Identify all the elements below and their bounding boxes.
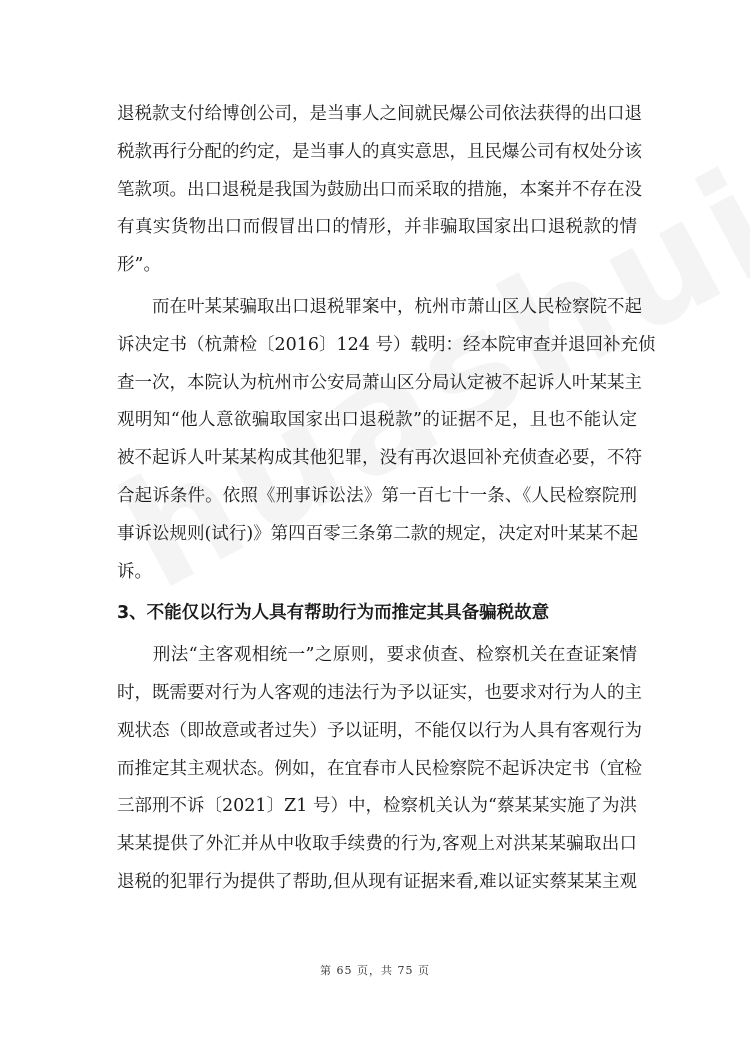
text-line: 退税款支付给博创公司，是当事人之间就民爆公司依法获得的出口退 (117, 104, 642, 124)
text-line: 被不起诉人叶某某构成其他犯罪，没有再次退回补充侦查必要，不符 (117, 448, 642, 469)
paragraph (117, 637, 642, 902)
page-number-footer: 第 65 页，共 75 页 (320, 964, 430, 977)
paragraph (117, 289, 656, 591)
text-line: 三部刑不诉〔2021〕Z1 号）中，检察机关认为“蔡某某实施了为洪 (117, 796, 637, 817)
text-line: 时，既需要对行为人客观的违法行为予以证实，也要求对行为人的主 (117, 682, 642, 703)
section-heading: 3、不能仅以行为人具有帮助行为而推定其具备骗税故意 (117, 603, 550, 624)
text-line: 合起诉条件。依照《刑事诉讼法》第一百七十一条、《人民检察院刑 (117, 485, 637, 506)
text-line: 查一次，本院认为杭州市公安局萧山区分局认定被不起诉人叶某某主 (117, 372, 642, 393)
text-line: 某某提供了外汇并从中收取手续费的行为,客观上对洪某某骗取出口 (117, 834, 637, 855)
paragraph (117, 96, 642, 285)
text-line: 观明知“他人意欲骗取国家出口退税款”的证据不足，且也不能认定 (117, 410, 637, 431)
text-line: 观状态（即故意或者过失）予以证明，不能仅以行为人具有客观行为 (117, 720, 642, 741)
text-line: 诉。 (117, 561, 152, 582)
text-line: 而在叶某某骗取出口退税罪案中，杭州市萧山区人民检察院不起 (117, 296, 642, 317)
text-line: 退税的犯罪行为提供了帮助,但从现有证据来看,难以证实蔡某某主观 (117, 871, 637, 892)
text-line: 笔款项。出口退税是我国为鼓励出口而采取的措施，本案并不存在没 (117, 179, 642, 200)
text-line: 事诉讼规则(试行)》第四百零三条第二款的规定，决定对叶某某不起 (117, 523, 639, 544)
text-line: 而推定其主观状态。例如，在宜春市人民检察院不起诉决定书（宜检 (117, 758, 642, 779)
document-body (117, 96, 656, 906)
text-line: 诉决定书（杭萧检〔2016〕124 号）载明：经本院审查并退回补充侦 (117, 334, 656, 355)
text-line: 形”。 (117, 255, 161, 276)
text-line: 有真实货物出口而假冒出口的情形，并非骗取国家出口退税款的情 (117, 217, 637, 238)
text-line: 税款再行分配的约定，是当事人的真实意思，且民爆公司有权处分该 (117, 141, 642, 162)
text-line: 刑法“主客观相统一”之原则，要求侦查、检察机关在查证案情 (117, 645, 637, 666)
